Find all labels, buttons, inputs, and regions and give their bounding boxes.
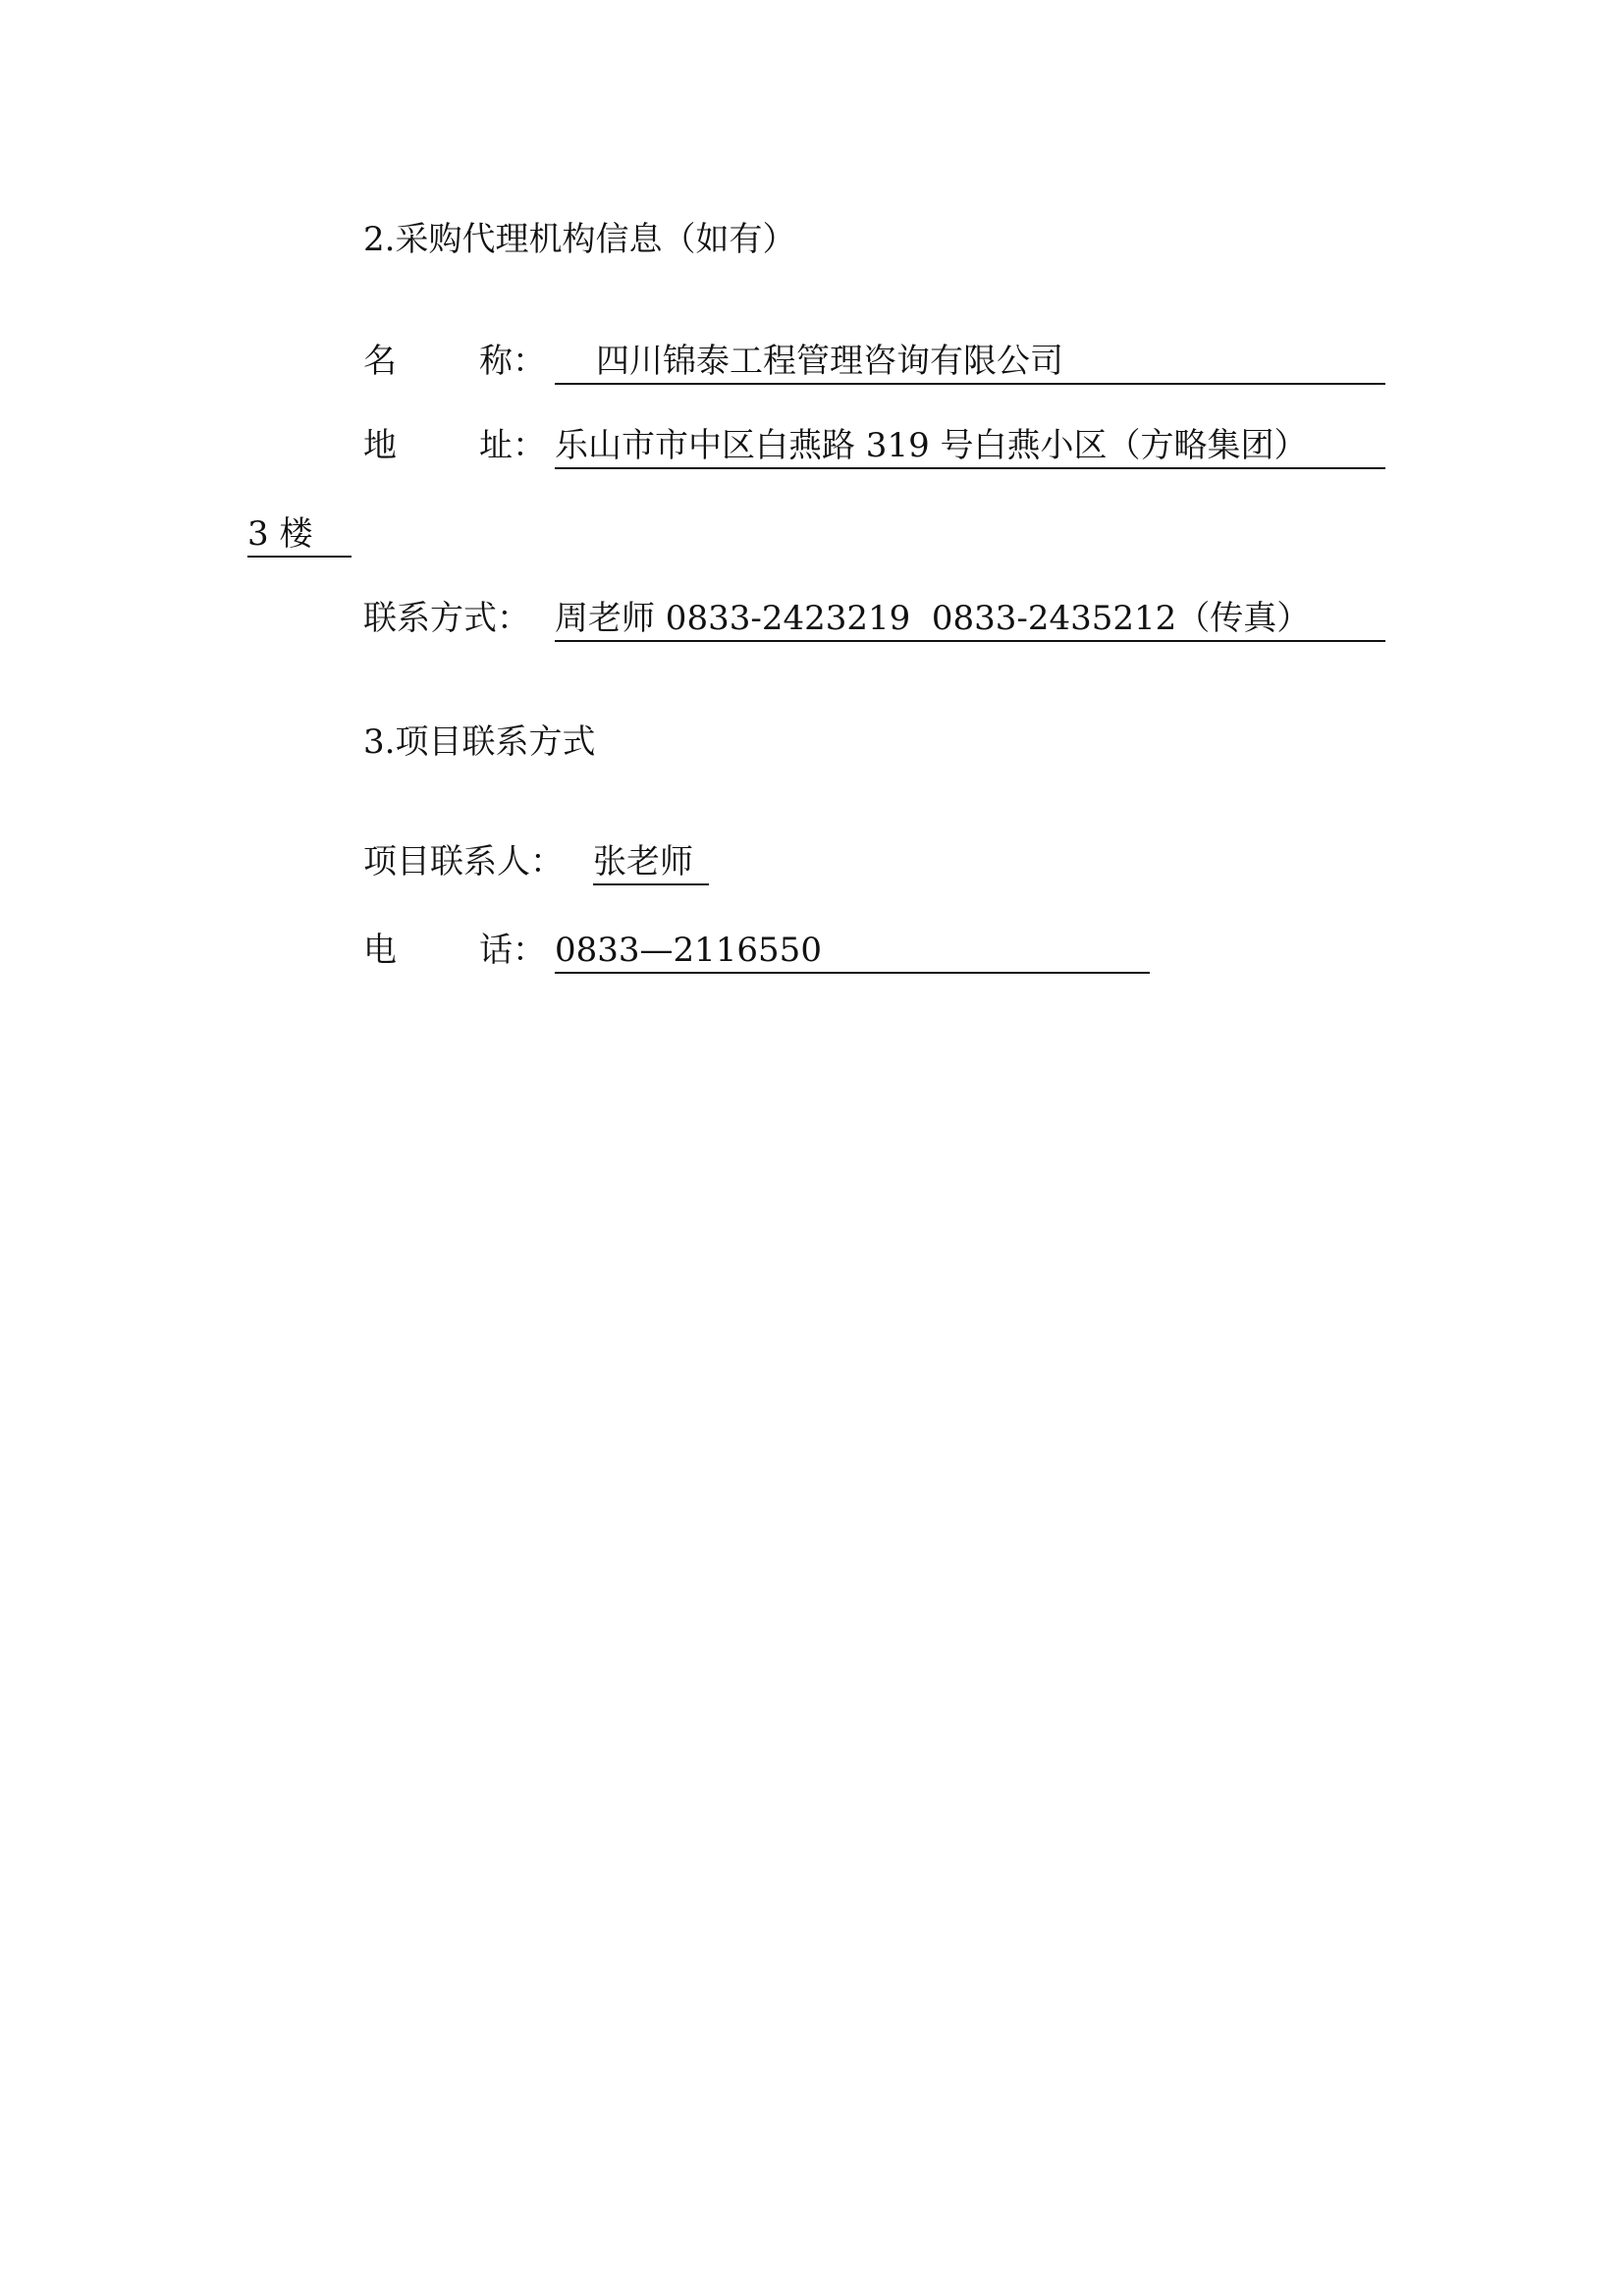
project-contact-label: 项目联系人： <box>363 842 564 881</box>
name-label-char1: 名 <box>363 342 397 381</box>
project-phone-text: 0833—2116550 <box>555 931 822 970</box>
section-2-heading: 2.采购代理机构信息（如有） <box>363 220 796 259</box>
agency-name-text: 四川锦泰工程管理咨询有限公司 <box>596 342 1063 381</box>
address-label-char1: 地 <box>363 426 397 465</box>
section-3-heading: 3.项目联系方式 <box>363 722 596 762</box>
agency-name-value <box>555 342 1385 385</box>
contact-label: 联系方式： <box>363 599 530 638</box>
project-phone-value <box>555 931 1150 974</box>
agency-address-text-line2: 3 楼 <box>247 514 313 554</box>
agency-contact-text: 周老师 0833-2423219 0833-2435212（传真） <box>555 599 1311 638</box>
agency-address-value-line2 <box>247 514 352 558</box>
phone-label-char2: 话： <box>479 931 546 970</box>
name-label-char2: 称： <box>479 342 546 381</box>
agency-address-value-line1 <box>555 426 1385 469</box>
agency-address-text-line1: 乐山市市中区白燕路 319 号白燕小区（方略集团） <box>555 426 1308 465</box>
project-contact-text: 张老师 <box>593 842 693 881</box>
agency-contact-value <box>555 599 1385 642</box>
project-contact-value <box>593 842 709 885</box>
phone-label-char1: 电 <box>363 931 397 970</box>
address-label-char2: 址： <box>479 426 546 465</box>
